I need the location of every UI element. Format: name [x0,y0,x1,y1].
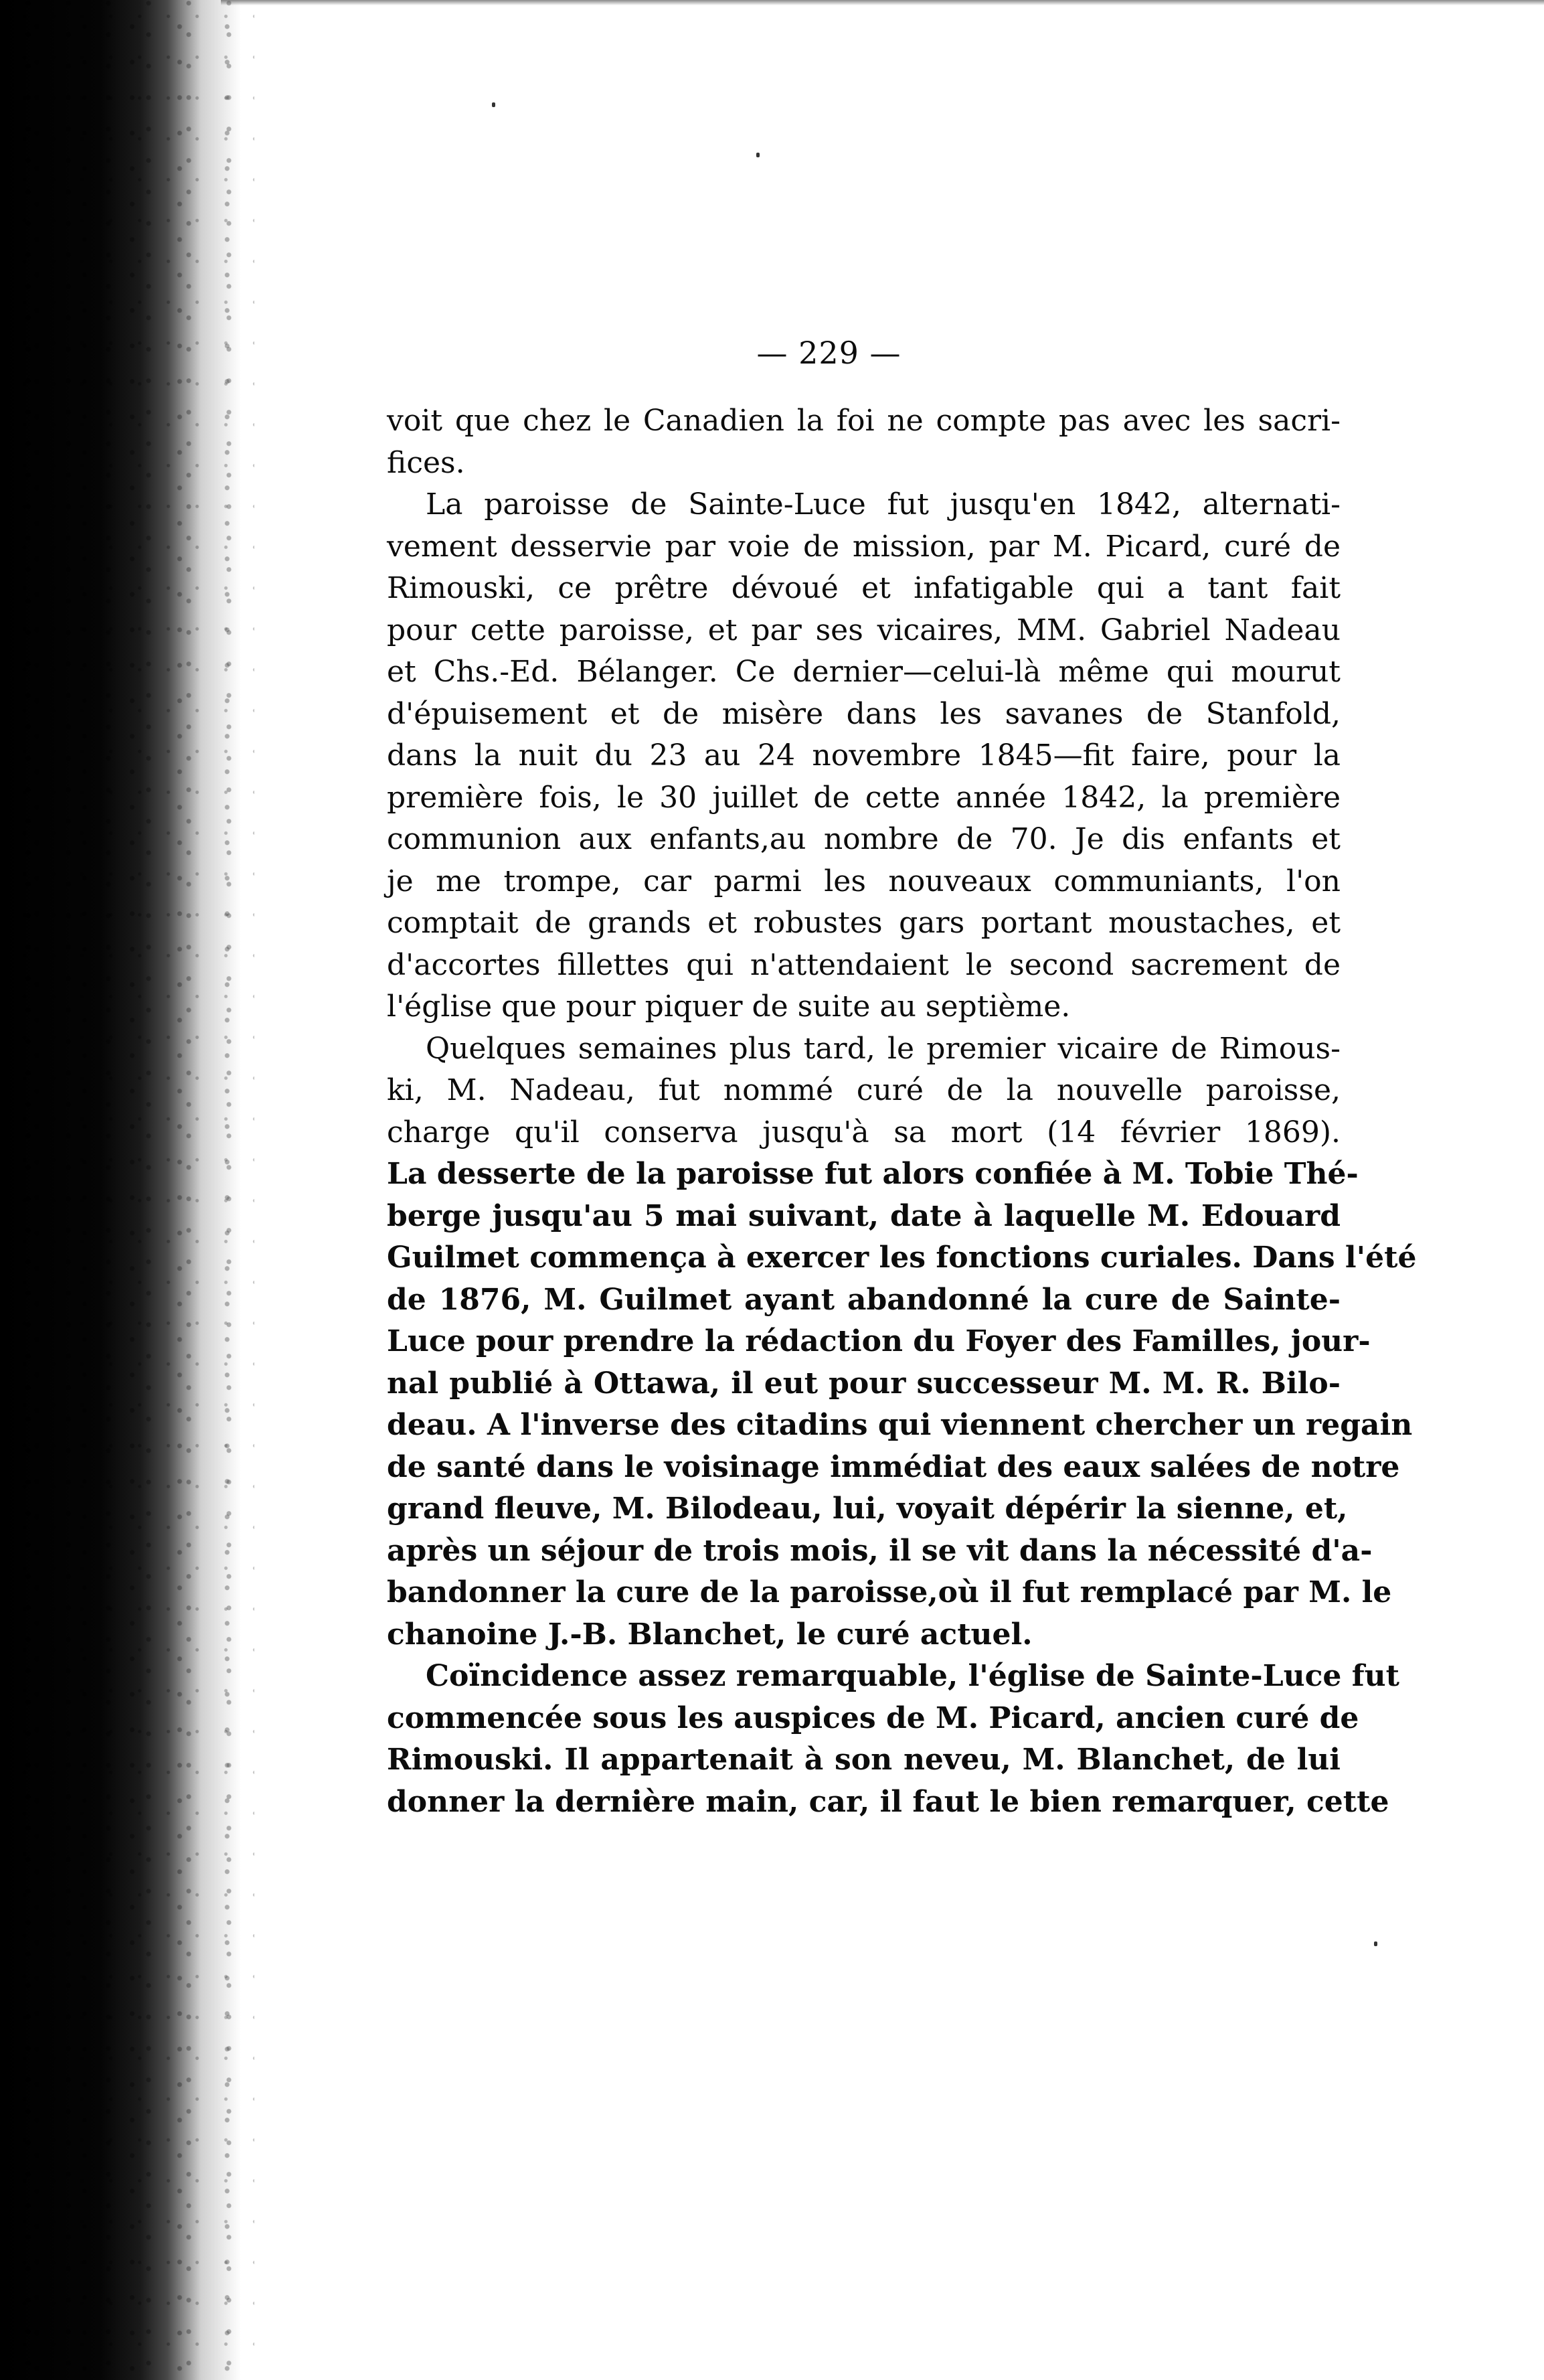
speck [492,102,495,107]
text-line: Rimouski, ce prêtre dévoué et infatigable qui a tant fait [387,571,1341,605]
text-line: donner la dernière main, car, il faut le bien remarquer, cette [387,1784,1389,1819]
text-line: deau. A l'inverse des citadins qui viennent chercher un regain [387,1408,1413,1442]
text-line: Guilmet commença à exercer les fonctions curiales. Dans l'été [387,1241,1417,1275]
text-line: Rimouski. Il appartenait à son neveu, M. Blanchet, de lui [387,1743,1341,1777]
text-line: de 1876, M. Guilmet ayant abandonné la cure de Sainte- [387,1282,1341,1317]
page-top-edge [221,0,1544,5]
text-line: vement desservie par voie de mission, par M. Picard, curé de [387,529,1341,564]
text-line: voit que chez le Canadien la foi ne compte pas avec les sacri- [387,404,1341,438]
text-line: grand fleuve, M. Bilodeau, lui, voyait dépérir la sienne, et, [387,1492,1348,1526]
text-line: première fois, le 30 juillet de cette année 1842, la première [387,780,1341,815]
text-line: berge jusqu'au 5 mai suivant, date à laquelle M. Edouard [387,1198,1341,1233]
text-line: d'accortes fillettes qui n'attendaient le second sacrement de [387,947,1341,982]
text-line: et Chs.-Ed. Bélanger. Ce dernier—celui-là même qui mourut [387,655,1341,689]
text-line: La desserte de la paroisse fut alors confiée à M. Tobie Thé- [387,1157,1359,1191]
text-line: d'épuisement et de misère dans les savanes de Stanfold, [387,696,1341,731]
speck [1374,1941,1377,1946]
text-line: fices. [387,445,465,480]
text-line: de santé dans le voisinage immédiat des eaux salées de notre [387,1449,1400,1484]
text-line: l'église que pour piquer de suite au septième. [387,989,1071,1024]
text-line: nal publié à Ottawa, il eut pour successeur M. M. R. Bilo- [387,1366,1341,1401]
text-line: après un séjour de trois mois, il se vit dans la nécessité d'a- [387,1533,1373,1568]
text-line: comptait de grands et robustes gars portant moustaches, et [387,906,1341,940]
speck [756,153,760,157]
text-line: chanoine J.-B. Blanchet, le curé actuel. [387,1617,1033,1652]
text-line: pour cette paroisse, et par ses vicaires, MM. Gabriel Nadeau [387,613,1341,647]
text-line: dans la nuit du 23 au 24 novembre 1845—fit faire, pour la [387,738,1341,773]
text-line: charge qu'il conserva jusqu'à sa mort (14 février 1869). [387,1115,1341,1149]
text-line: commencée sous les auspices de M. Picard, ancien curé de [387,1700,1359,1735]
text-line: Quelques semaines plus tard, le premier vicaire de Rimous- [426,1031,1341,1066]
body-text [387,400,1417,1823]
text-line: je me trompe, car parmi les nouveaux communiants, l'on [387,864,1341,898]
text-line: bandonner la cure de la paroisse,où il fut remplacé par M. le [387,1575,1392,1609]
text-line: communion aux enfants,au nombre de 70. Je dis enfants et [387,822,1341,856]
text-line: La paroisse de Sainte-Luce fut jusqu'en 1842, alternati- [426,487,1341,522]
text-line: Luce pour prendre la rédaction du Foyer des Familles, jour- [387,1324,1371,1358]
text-line: Coïncidence assez remarquable, l'église de Sainte-Luce fut [426,1659,1399,1693]
text-line: ki, M. Nadeau, fut nommé curé de la nouvelle paroisse, [387,1073,1341,1107]
page-number: — 229 — [756,335,902,371]
